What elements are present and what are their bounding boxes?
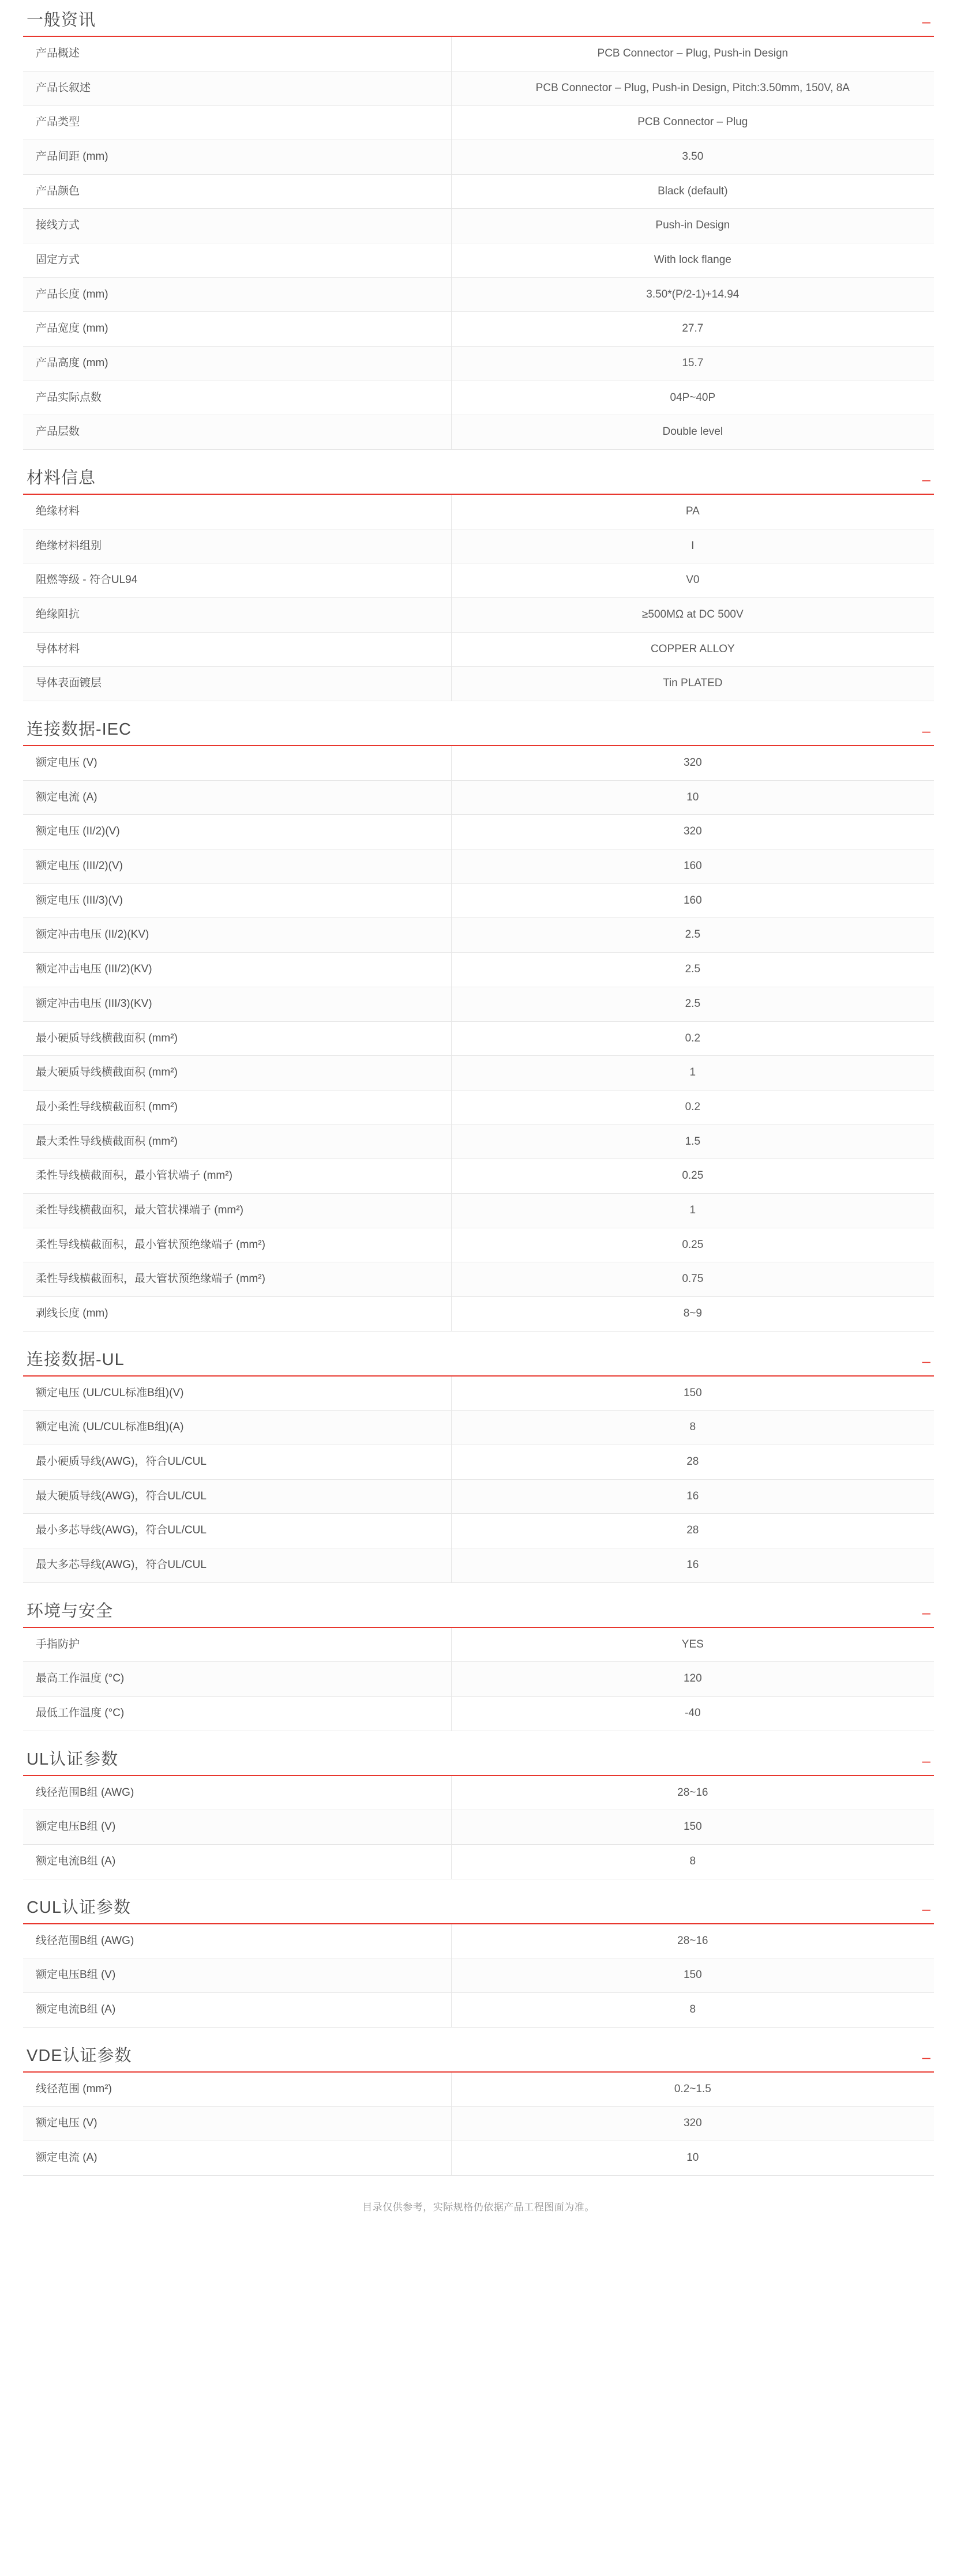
spec-value: 2.5 [451,918,934,953]
spec-key: 线径范围B组 (AWG) [23,1776,451,1810]
spec-table [23,1628,934,1731]
spec-value: 1 [451,1193,934,1228]
spec-value: V0 [686,574,700,586]
table-row [23,312,934,347]
spec-section [23,721,934,1332]
spec-value: 16 [451,1479,934,1514]
spec-value: 0.25 [682,1169,704,1182]
table-row [23,598,934,633]
spec-value: PCB Connector – Plug [637,116,748,129]
table-row [23,1776,934,1810]
table-row [23,953,934,987]
collapse-toggle-icon[interactable]: – [922,1352,930,1370]
spec-section [23,1351,934,1583]
spec-value: 8 [451,1411,934,1445]
table-row [23,2141,934,2175]
spec-key: 绝缘阻抗 [23,598,451,633]
spec-value: 320 [683,825,702,838]
spec-key: 产品层数 [23,415,451,450]
spec-section [23,1603,934,1731]
collapse-toggle-icon[interactable]: – [922,1900,930,1917]
spec-key: 柔性导线横截面积，最小管状端子 (mm²) [23,1159,451,1194]
table-row [23,563,934,598]
spec-value: PCB Connector – Plug, Push-in Design, Pitch:3.50mm, 150V, 8A [451,71,934,106]
spec-key: 额定电流B组 (A) [23,1844,451,1879]
spec-value: I [451,529,934,563]
spec-value: 120 [451,1662,934,1697]
spec-value: 150 [451,1810,934,1845]
spec-key: 柔性导线横截面积，最小管状预绝缘端子 (mm²) [23,1228,451,1262]
spec-key: 产品实际点数 [23,381,451,415]
section-title: 连接数据-IEC [27,720,132,739]
table-row [23,529,934,563]
spec-value: 0.25 [682,1238,704,1251]
spec-value: 04P~40P [670,391,716,404]
spec-value: 8 [689,1855,696,1867]
table-row [23,987,934,1021]
spec-key: 最小硬质导线(AWG)，符合UL/CUL [23,1445,451,1480]
spec-key: 产品间距 (mm) [23,140,451,174]
table-row [23,1628,934,1662]
spec-table [23,2073,934,2176]
spec-value: 1 [451,1056,934,1090]
section-title: UL认证参数 [27,1750,119,1769]
table-row [23,1056,934,1090]
spec-value: 28~16 [677,1934,708,1947]
spec-key: 产品颜色 [23,174,451,209]
spec-value: Push-in Design [451,209,934,243]
footer-note: 目录仅供参考，实际规格仍依据产品工程图面为准。 [362,2201,595,2213]
table-row [23,1377,934,1411]
spec-value: 3.50 [451,140,934,174]
table-row [23,883,934,918]
table-row [23,667,934,701]
table-row [23,632,934,667]
spec-key: 额定电压 (V) [23,2107,451,2141]
table-row [23,2073,934,2107]
section-title: 一般资讯 [27,11,96,29]
section-header[interactable] [23,1603,934,1628]
table-row [23,1479,934,1514]
spec-key: 线径范围B组 (AWG) [23,1924,451,1958]
table-row [23,1810,934,1845]
spec-key: 线径范围 (mm²) [23,2073,451,2107]
table-row [23,1228,934,1262]
spec-section [23,1899,934,2028]
section-title: CUL认证参数 [27,1898,132,1917]
spec-value: 10 [451,780,934,815]
spec-key: 产品宽度 (mm) [23,312,451,347]
spec-value: 0.2 [685,1032,701,1044]
spec-key: 额定电压B组 (V) [23,1810,451,1845]
spec-value: 28~16 [677,1786,708,1799]
spec-key: 额定冲击电压 (III/2)(KV) [23,953,451,987]
spec-key: 导体表面镀层 [23,667,451,701]
spec-key: 产品概述 [23,37,451,71]
table-row [23,1193,934,1228]
spec-value: 27.7 [682,322,704,335]
collapse-toggle-icon[interactable]: – [922,12,930,30]
table-row [23,815,934,849]
section-header[interactable] [23,469,934,495]
table-row [23,347,934,381]
spec-value: 28 [686,1456,699,1468]
spec-key: 最小硬质导线横截面积 (mm²) [23,1021,451,1056]
spec-table [23,495,934,701]
spec-key: 额定电压 (V) [23,746,451,780]
section-header[interactable] [23,721,934,746]
spec-value: 16 [451,1548,934,1583]
spec-value: 8 [689,2003,696,2015]
spec-section [23,2047,934,2176]
spec-value: Double level [451,415,934,450]
collapse-toggle-icon[interactable]: – [922,1603,930,1621]
table-row [23,381,934,415]
spec-value: ≥500MΩ at DC 500V [451,598,934,633]
table-row [23,1090,934,1125]
spec-key: 额定电流 (A) [23,2141,451,2175]
spec-section [23,469,934,701]
spec-table [23,1924,934,2028]
spec-value: 10 [686,2151,699,2164]
section-header[interactable] [23,2047,934,2073]
spec-key: 阻燃等级 - 符合UL94 [23,563,451,598]
table-row [23,140,934,174]
spec-table [23,37,934,450]
table-row [23,1514,934,1548]
table-row [23,1844,934,1879]
spec-key: 额定冲击电压 (II/2)(KV) [23,918,451,953]
table-row [23,746,934,780]
spec-table [23,1377,934,1583]
spec-value: 0.75 [451,1262,934,1297]
table-row [23,71,934,106]
spec-section [23,1751,934,1879]
collapse-toggle-icon[interactable]: – [922,722,930,740]
spec-value: 2.5 [685,963,701,976]
table-row [23,1411,934,1445]
spec-value: 150 [451,1958,934,1993]
spec-value: 3.50*(P/2-1)+14.94 [451,277,934,312]
collapse-toggle-icon[interactable]: – [922,471,930,488]
spec-key: 最小多芯导线(AWG)，符合UL/CUL [23,1514,451,1548]
table-row [23,1548,934,1583]
spec-key: 额定电压 (II/2)(V) [23,815,451,849]
section-header[interactable] [23,1351,934,1377]
section-header[interactable] [23,1751,934,1776]
spec-key: 产品类型 [23,106,451,140]
sections-container [23,12,934,2176]
collapse-toggle-icon[interactable]: – [922,2048,930,2066]
spec-table [23,746,934,1332]
spec-table [23,1776,934,1879]
spec-key: 产品长叙述 [23,71,451,106]
spec-value: 320 [451,2107,934,2141]
section-title: VDE认证参数 [27,2046,132,2065]
spec-key: 最高工作温度 (°C) [23,1662,451,1697]
spec-value: PCB Connector – Plug, Push-in Design [597,47,789,59]
collapse-toggle-icon[interactable]: – [922,1751,930,1769]
spec-key: 柔性导线横截面积，最大管状预绝缘端子 (mm²) [23,1262,451,1297]
table-row [23,1262,934,1297]
spec-value: -40 [685,1707,701,1720]
spec-key: 额定冲击电压 (III/3)(KV) [23,987,451,1021]
spec-key: 额定电压 (UL/CUL标准B组)(V) [23,1377,451,1411]
section-title: 环境与安全 [27,1601,114,1620]
spec-value: 320 [683,757,702,769]
spec-key: 最大多芯导线(AWG)，符合UL/CUL [23,1548,451,1583]
spec-value: 160 [451,849,934,884]
spec-value: 15.7 [451,347,934,381]
spec-key: 额定电压 (III/3)(V) [23,883,451,918]
table-row [23,37,934,71]
spec-key: 最小柔性导线横截面积 (mm²) [23,1090,451,1125]
spec-value: With lock flange [654,254,731,266]
table-row [23,1924,934,1958]
spec-key: 固定方式 [23,243,451,278]
spec-key: 最大硬质导线横截面积 (mm²) [23,1056,451,1090]
section-title: 连接数据-UL [27,1350,125,1369]
spec-section [23,12,934,450]
table-row [23,1297,934,1332]
spec-key: 绝缘材料 [23,495,451,529]
spec-key: 导体材料 [23,632,451,667]
spec-key: 剥线长度 (mm) [23,1297,451,1332]
table-row [23,1159,934,1194]
table-row [23,1662,934,1697]
table-row [23,243,934,278]
spec-key: 产品长度 (mm) [23,277,451,312]
table-row [23,495,934,529]
spec-value: 0.2~1.5 [674,2082,711,2095]
spec-value: 1.5 [451,1125,934,1159]
spec-value: 28 [686,1524,699,1537]
spec-key: 额定电压 (III/2)(V) [23,849,451,884]
table-row [23,849,934,884]
spec-key: 额定电流 (A) [23,780,451,815]
spec-value: 160 [683,894,702,907]
spec-key: 最大硬质导线(AWG)，符合UL/CUL [23,1479,451,1514]
spec-key: 最大柔性导线横截面积 (mm²) [23,1125,451,1159]
table-row [23,1125,934,1159]
section-title: 材料信息 [27,469,96,488]
table-row [23,106,934,140]
section-header[interactable] [23,1899,934,1924]
spec-value: Tin PLATED [451,667,934,701]
spec-value: PA [685,505,700,518]
table-row [23,2107,934,2141]
table-row [23,1697,934,1731]
spec-key: 额定电流 (UL/CUL标准B组)(A) [23,1411,451,1445]
table-row [23,174,934,209]
spec-value: Black (default) [658,185,728,197]
spec-key: 最低工作温度 (°C) [23,1697,451,1731]
spec-key: 绝缘材料组别 [23,529,451,563]
section-header[interactable] [23,12,934,37]
table-row [23,1992,934,2027]
table-row [23,277,934,312]
table-row [23,209,934,243]
table-row [23,780,934,815]
spec-value: 0.2 [685,1100,701,1113]
spec-key: 手指防护 [23,1628,451,1662]
spec-value: 8~9 [683,1307,702,1320]
spec-key: 额定电压B组 (V) [23,1958,451,1993]
spec-key: 柔性导线横截面积，最大管状裸端子 (mm²) [23,1193,451,1228]
table-row [23,918,934,953]
spec-value: 2.5 [451,987,934,1021]
spec-key: 接线方式 [23,209,451,243]
spec-value: 150 [683,1386,702,1399]
table-row [23,1021,934,1056]
table-row [23,415,934,450]
spec-value: YES [681,1638,704,1650]
spec-key: 产品高度 (mm) [23,347,451,381]
table-row [23,1958,934,1993]
table-row [23,1445,934,1480]
spec-key: 额定电流B组 (A) [23,1992,451,2027]
spec-value: COPPER ALLOY [650,642,735,655]
